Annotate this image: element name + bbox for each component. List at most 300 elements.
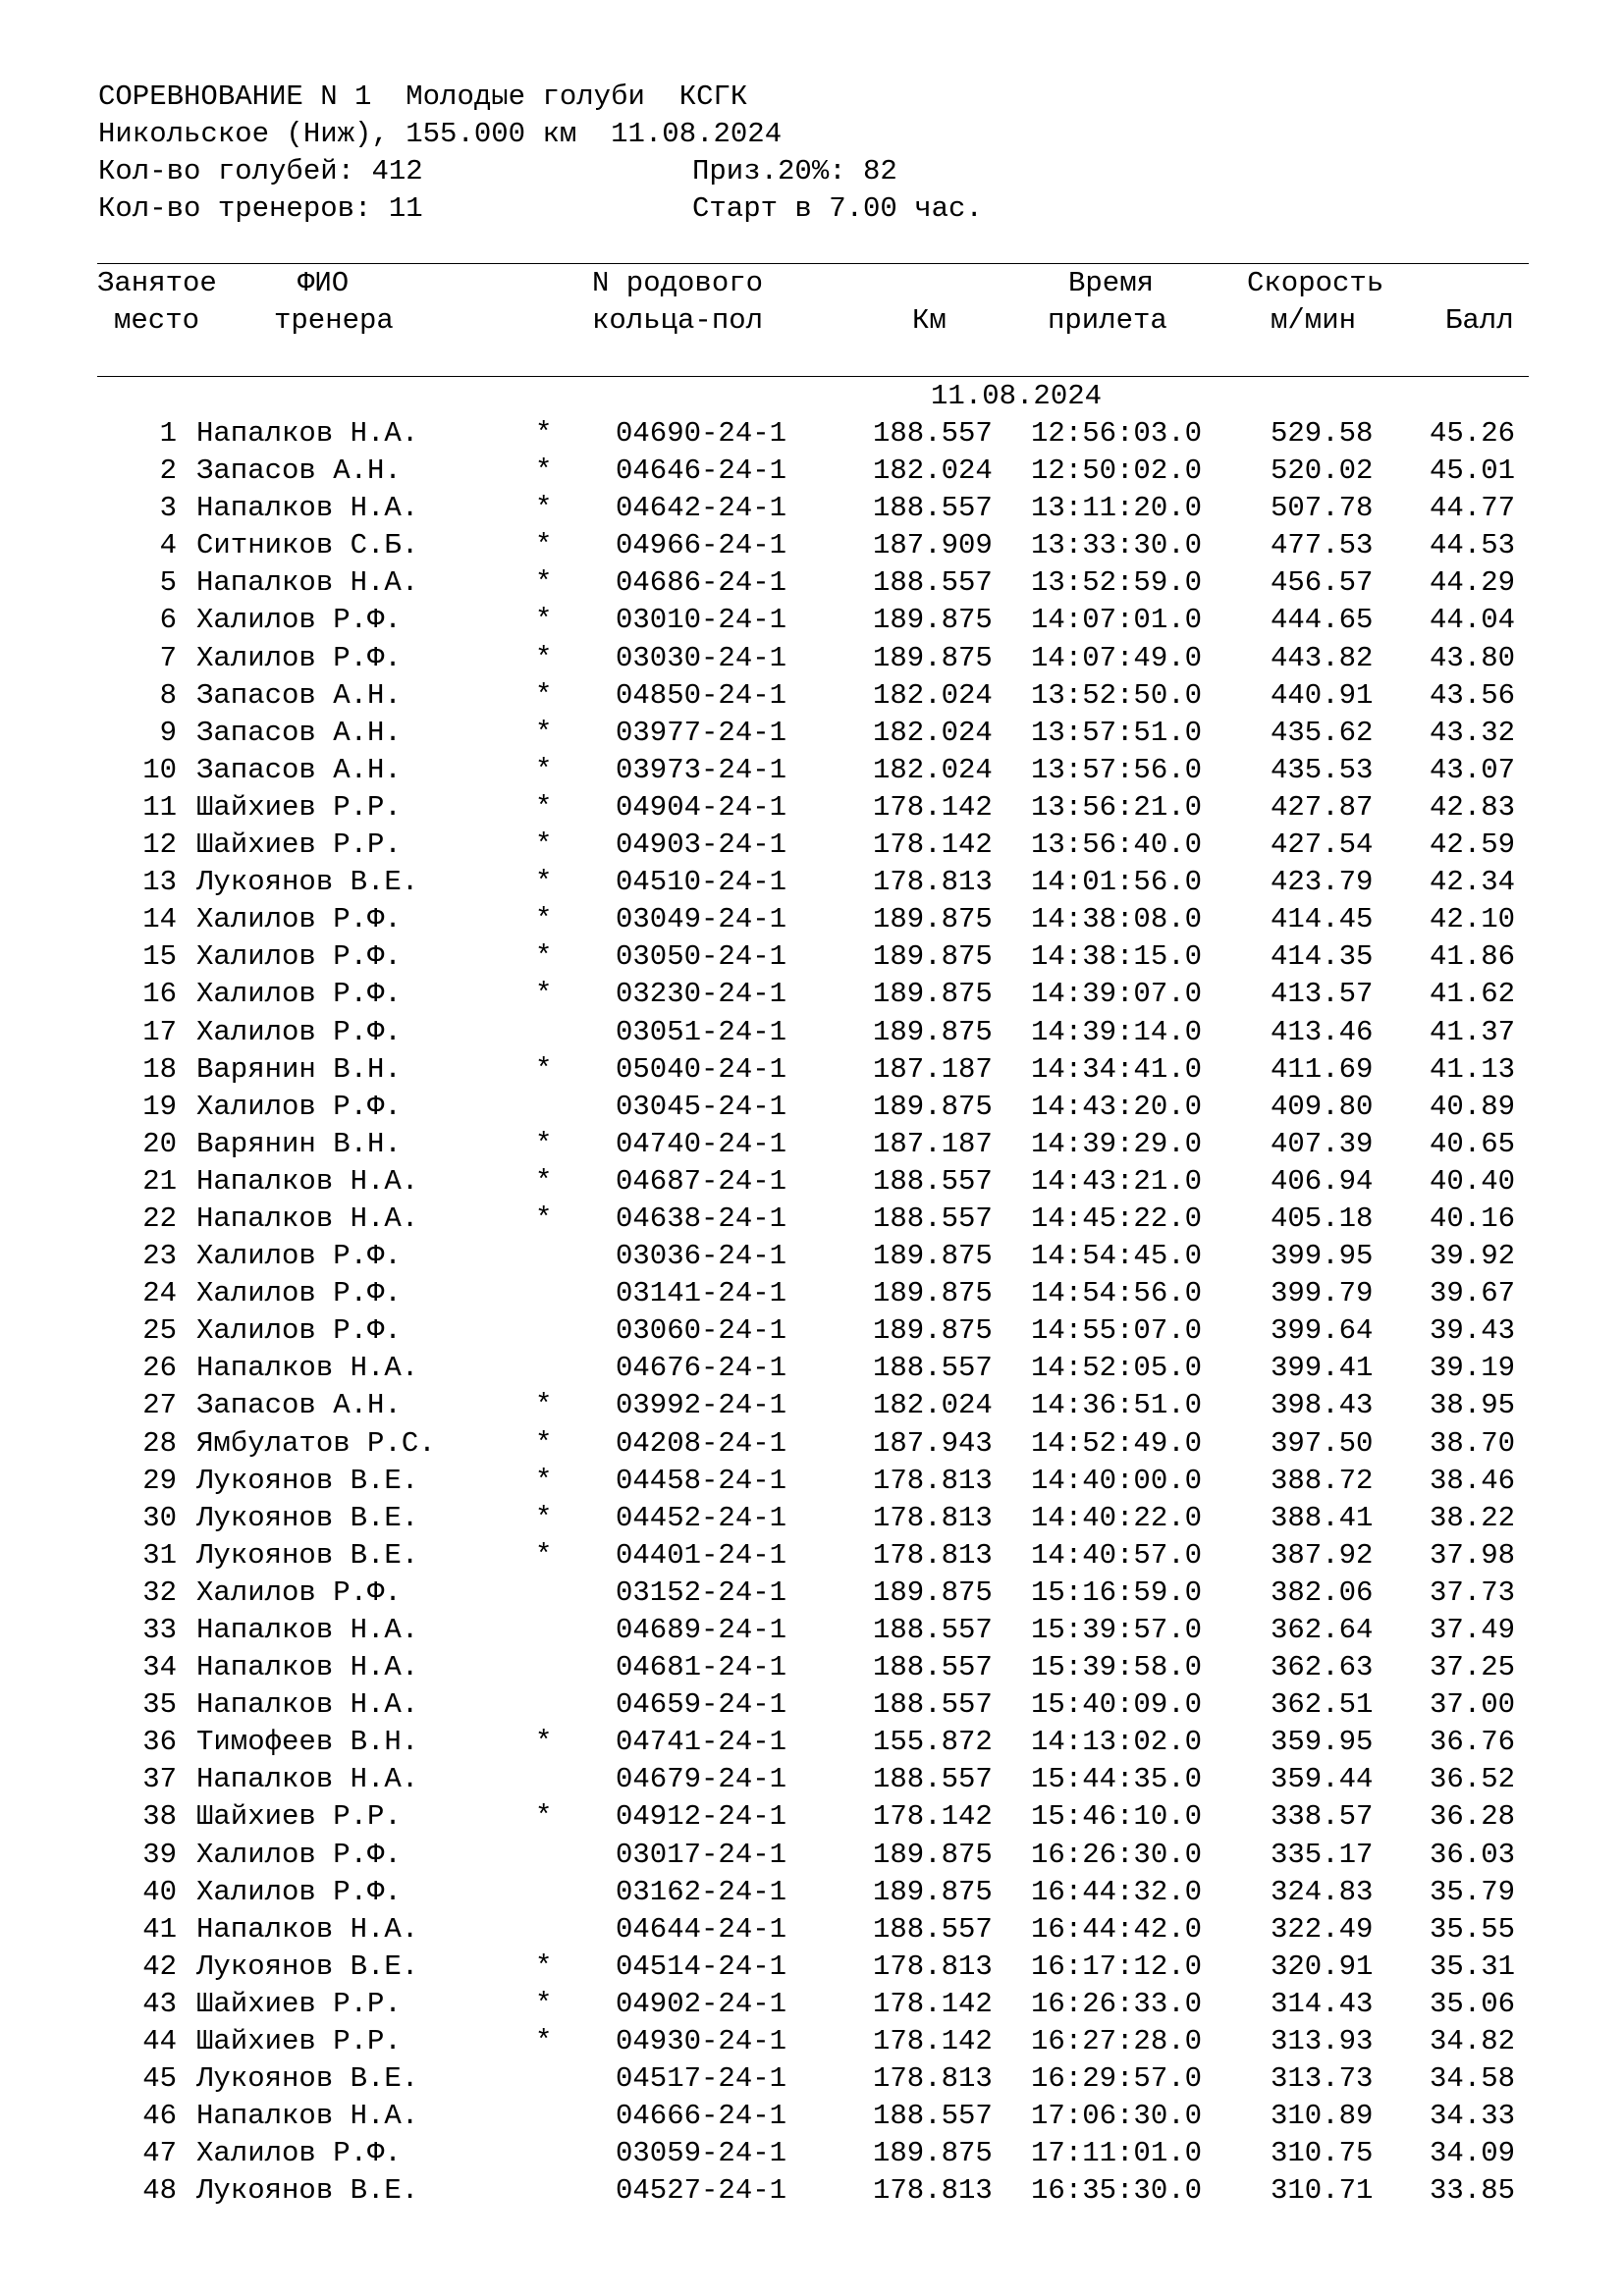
cell-arrival-time: 14:43:20.0: [1031, 1090, 1203, 1123]
col-ring-1: N родового: [592, 267, 764, 299]
cell-arrival-time: 14:13:02.0: [1031, 1726, 1203, 1759]
cell-trainer: Лукоянов В.Е.: [196, 2062, 419, 2096]
cell-place: 47: [142, 2137, 177, 2170]
table-row: [0, 1163, 1624, 1201]
table-row: [0, 1500, 1624, 1537]
cell-distance-km: 178.142: [873, 1800, 993, 1834]
cell-trainer: Халилов Р.Ф.: [196, 1240, 402, 1273]
cell-distance-km: 189.875: [873, 978, 993, 1011]
cell-ring-number: 04904-24-1: [616, 790, 787, 824]
cell-ring-number: 03017-24-1: [616, 1838, 787, 1871]
cell-place: 28: [142, 1426, 177, 1460]
cell-place: 22: [142, 1201, 177, 1235]
cell-speed: 387.92: [1271, 1538, 1374, 1572]
cell-speed: 414.35: [1271, 940, 1374, 974]
cell-ring-number: 04689-24-1: [616, 1614, 787, 1646]
cell-trainer: Напалков Н.А.: [196, 1352, 419, 1385]
cell-star-mark: *: [535, 641, 553, 674]
cell-score: 39.92: [1430, 1240, 1516, 1273]
cell-ring-number: 03049-24-1: [616, 903, 787, 936]
cell-arrival-time: 14:07:01.0: [1031, 604, 1203, 637]
cell-arrival-time: 12:50:02.0: [1031, 454, 1203, 488]
cell-place: 36: [142, 1726, 177, 1759]
col-place-1: Занятое: [97, 267, 217, 299]
cell-distance-km: 189.875: [873, 1314, 993, 1348]
cell-score: 41.86: [1430, 940, 1516, 974]
cell-arrival-time: 14:36:51.0: [1031, 1389, 1203, 1422]
cell-place: 1: [159, 417, 177, 450]
cell-score: 36.03: [1430, 1838, 1516, 1871]
cell-score: 34.09: [1430, 2137, 1516, 2170]
cell-score: 39.43: [1430, 1314, 1516, 1348]
cell-score: 37.73: [1430, 1575, 1516, 1609]
table-row: [0, 2135, 1624, 2172]
cell-place: 13: [142, 866, 177, 899]
cell-place: 20: [142, 1127, 177, 1160]
cell-arrival-time: 14:40:57.0: [1031, 1538, 1203, 1572]
table-row: [0, 2098, 1624, 2135]
cell-star-mark: *: [535, 1949, 553, 1983]
cell-place: 29: [142, 1464, 177, 1497]
cell-distance-km: 189.875: [873, 903, 993, 936]
cell-score: 38.95: [1430, 1389, 1516, 1422]
table-row: [0, 1014, 1624, 1051]
cell-arrival-time: 15:39:57.0: [1031, 1614, 1203, 1646]
cell-distance-km: 178.813: [873, 2174, 993, 2208]
table-row: [0, 677, 1624, 715]
cell-trainer: Ситников С.Б.: [196, 529, 419, 562]
cell-trainer: Варянин В.Н.: [196, 1127, 402, 1160]
table-row: [0, 1575, 1624, 1612]
cell-place: 30: [142, 1501, 177, 1534]
cell-score: 36.28: [1430, 1800, 1516, 1834]
table-row: [0, 1798, 1624, 1836]
cell-distance-km: 189.875: [873, 1838, 993, 1871]
col-ring-2: кольца-пол: [592, 304, 764, 337]
cell-speed: 362.64: [1271, 1614, 1374, 1646]
cell-ring-number: 03141-24-1: [616, 1277, 787, 1310]
table-row: [0, 1537, 1624, 1575]
cell-score: 36.52: [1430, 1763, 1516, 1796]
cell-speed: 359.95: [1271, 1726, 1374, 1759]
cell-score: 44.29: [1430, 566, 1516, 600]
cell-distance-km: 189.875: [873, 1277, 993, 1310]
cell-distance-km: 188.557: [873, 1763, 993, 1796]
cell-speed: 320.91: [1271, 1949, 1374, 1983]
cell-place: 21: [142, 1164, 177, 1198]
cell-place: 26: [142, 1352, 177, 1385]
cell-speed: 529.58: [1271, 417, 1374, 450]
cell-distance-km: 189.875: [873, 1875, 993, 1908]
cell-distance-km: 178.142: [873, 2025, 993, 2058]
cell-speed: 435.62: [1271, 716, 1374, 749]
cell-trainer: Халилов Р.Ф.: [196, 2137, 402, 2170]
cell-speed: 399.95: [1271, 1240, 1374, 1273]
cell-trainer: Шайхиев Р.Р.: [196, 1987, 402, 2020]
cell-score: 42.10: [1430, 903, 1516, 936]
cell-trainer: Лукоянов В.Е.: [196, 1464, 419, 1497]
cell-place: 33: [142, 1614, 177, 1646]
cell-score: 37.25: [1430, 1651, 1516, 1684]
cell-score: 45.01: [1430, 454, 1516, 488]
table-row: [0, 1724, 1624, 1761]
cell-place: 6: [159, 604, 177, 637]
cell-place: 45: [142, 2062, 177, 2096]
cell-ring-number: 04690-24-1: [616, 417, 787, 450]
col-score: Балл: [1445, 304, 1514, 337]
date-group-label: 11.08.2024: [931, 380, 1103, 412]
table-row: [0, 1312, 1624, 1350]
cell-score: 39.19: [1430, 1352, 1516, 1385]
table-row: [0, 2172, 1624, 2210]
cell-star-mark: *: [535, 529, 553, 562]
cell-score: 40.16: [1430, 1201, 1516, 1235]
cell-ring-number: 04741-24-1: [616, 1726, 787, 1759]
cell-arrival-time: 14:38:15.0: [1031, 940, 1203, 974]
cell-distance-km: 188.557: [873, 417, 993, 450]
cell-distance-km: 178.142: [873, 1987, 993, 2020]
col-km: Км: [912, 304, 947, 337]
table-row: [0, 415, 1624, 453]
cell-place: 32: [142, 1575, 177, 1609]
cell-score: 37.00: [1430, 1688, 1516, 1722]
cell-star-mark: *: [535, 1538, 553, 1572]
cell-arrival-time: 16:44:42.0: [1031, 1912, 1203, 1946]
cell-score: 34.58: [1430, 2062, 1516, 2096]
cell-star-mark: *: [535, 903, 553, 936]
cell-trainer: Лукоянов В.Е.: [196, 2174, 419, 2208]
cell-star-mark: *: [535, 866, 553, 899]
cell-trainer: Лукоянов В.Е.: [196, 1501, 419, 1534]
table-row: [0, 1986, 1624, 2023]
cell-speed: 440.91: [1271, 678, 1374, 712]
cell-speed: 388.41: [1271, 1501, 1374, 1534]
table-row: [0, 1126, 1624, 1163]
cell-place: 40: [142, 1875, 177, 1908]
cell-place: 35: [142, 1688, 177, 1722]
cell-arrival-time: 14:01:56.0: [1031, 866, 1203, 899]
cell-score: 40.40: [1430, 1164, 1516, 1198]
cell-speed: 310.71: [1271, 2174, 1374, 2208]
cell-speed: 362.51: [1271, 1688, 1374, 1722]
cell-trainer: Халилов Р.Ф.: [196, 1575, 402, 1609]
cell-distance-km: 189.875: [873, 1090, 993, 1123]
cell-ring-number: 04458-24-1: [616, 1464, 787, 1497]
cell-score: 38.22: [1430, 1501, 1516, 1534]
cell-trainer: Напалков Н.А.: [196, 1651, 419, 1684]
cell-ring-number: 03977-24-1: [616, 716, 787, 749]
table-row: [0, 938, 1624, 976]
cell-score: 44.53: [1430, 529, 1516, 562]
cell-trainer: Халилов Р.Ф.: [196, 1015, 402, 1048]
cell-ring-number: 04912-24-1: [616, 1800, 787, 1834]
cell-score: 36.76: [1430, 1726, 1516, 1759]
table-row: [0, 2023, 1624, 2060]
cell-arrival-time: 13:52:59.0: [1031, 566, 1203, 600]
cell-star-mark: *: [535, 1127, 553, 1160]
cell-arrival-time: 14:38:08.0: [1031, 903, 1203, 936]
cell-arrival-time: 14:07:49.0: [1031, 641, 1203, 674]
cell-arrival-time: 16:44:32.0: [1031, 1875, 1203, 1908]
cell-arrival-time: 14:43:21.0: [1031, 1164, 1203, 1198]
cell-ring-number: 04646-24-1: [616, 454, 787, 488]
cell-trainer: Халилов Р.Ф.: [196, 1277, 402, 1310]
cell-score: 43.56: [1430, 678, 1516, 712]
cell-distance-km: 182.024: [873, 716, 993, 749]
col-name-1: ФИО: [298, 267, 350, 299]
cell-speed: 310.89: [1271, 2100, 1374, 2133]
cell-place: 31: [142, 1538, 177, 1572]
cell-speed: 443.82: [1271, 641, 1374, 674]
cell-star-mark: *: [535, 678, 553, 712]
col-speed-2: м/мин: [1271, 304, 1357, 337]
cell-ring-number: 03010-24-1: [616, 604, 787, 637]
cell-trainer: Запасов А.Н.: [196, 716, 402, 749]
cell-ring-number: 04401-24-1: [616, 1538, 787, 1572]
cell-place: 4: [159, 529, 177, 562]
cell-place: 7: [159, 641, 177, 674]
table-row: [0, 1350, 1624, 1387]
cell-distance-km: 188.557: [873, 2100, 993, 2133]
cell-ring-number: 03030-24-1: [616, 641, 787, 674]
cell-distance-km: 189.875: [873, 2137, 993, 2170]
cell-arrival-time: 17:11:01.0: [1031, 2137, 1203, 2170]
cell-trainer: Халилов Р.Ф.: [196, 903, 402, 936]
cell-speed: 414.45: [1271, 903, 1374, 936]
cell-distance-km: 182.024: [873, 1389, 993, 1422]
cell-arrival-time: 14:39:07.0: [1031, 978, 1203, 1011]
cell-star-mark: *: [535, 1501, 553, 1534]
cell-arrival-time: 17:06:30.0: [1031, 2100, 1203, 2133]
cell-speed: 399.41: [1271, 1352, 1374, 1385]
cell-arrival-time: 15:46:10.0: [1031, 1800, 1203, 1834]
cell-arrival-time: 16:17:12.0: [1031, 1949, 1203, 1983]
cell-star-mark: *: [535, 1726, 553, 1759]
cell-arrival-time: 14:45:22.0: [1031, 1201, 1203, 1235]
cell-score: 41.62: [1430, 978, 1516, 1011]
cell-star-mark: *: [535, 1987, 553, 2020]
cell-place: 18: [142, 1052, 177, 1086]
cell-ring-number: 03230-24-1: [616, 978, 787, 1011]
cell-arrival-time: 15:40:09.0: [1031, 1688, 1203, 1722]
cell-speed: 338.57: [1271, 1800, 1374, 1834]
table-row: [0, 1275, 1624, 1312]
cell-ring-number: 04208-24-1: [616, 1426, 787, 1460]
cell-ring-number: 04527-24-1: [616, 2174, 787, 2208]
cell-arrival-time: 15:16:59.0: [1031, 1575, 1203, 1609]
cell-score: 41.37: [1430, 1015, 1516, 1048]
cell-place: 19: [142, 1090, 177, 1123]
cell-arrival-time: 14:54:56.0: [1031, 1277, 1203, 1310]
cell-ring-number: 03992-24-1: [616, 1389, 787, 1422]
cell-place: 8: [159, 678, 177, 712]
cell-trainer: Халилов Р.Ф.: [196, 1875, 402, 1908]
cell-speed: 335.17: [1271, 1838, 1374, 1871]
col-time-1: Время: [1068, 267, 1155, 299]
cell-trainer: Шайхиев Р.Р.: [196, 828, 402, 862]
cell-distance-km: 187.909: [873, 529, 993, 562]
cell-score: 42.83: [1430, 790, 1516, 824]
cell-trainer: Напалков Н.А.: [196, 1688, 419, 1722]
cell-trainer: Халилов Р.Ф.: [196, 1090, 402, 1123]
cell-place: 38: [142, 1800, 177, 1834]
cell-ring-number: 04510-24-1: [616, 866, 787, 899]
cell-distance-km: 189.875: [873, 1240, 993, 1273]
cell-ring-number: 04517-24-1: [616, 2062, 787, 2096]
cell-score: 37.49: [1430, 1614, 1516, 1646]
table-row: [0, 1612, 1624, 1649]
cell-trainer: Шайхиев Р.Р.: [196, 1800, 402, 1834]
cell-arrival-time: 14:40:00.0: [1031, 1464, 1203, 1497]
table-row: [0, 1463, 1624, 1500]
cell-ring-number: 03973-24-1: [616, 753, 787, 786]
cell-distance-km: 182.024: [873, 454, 993, 488]
cell-star-mark: *: [535, 790, 553, 824]
competition-title: СОРЕВНОВАНИЕ N 1 Молодые голуби КСГК: [98, 80, 748, 113]
table-row: [0, 976, 1624, 1013]
cell-ring-number: 04644-24-1: [616, 1912, 787, 1946]
cell-trainer: Лукоянов В.Е.: [196, 1538, 419, 1572]
cell-score: 37.98: [1430, 1538, 1516, 1572]
cell-speed: 362.63: [1271, 1651, 1374, 1684]
cell-place: 16: [142, 978, 177, 1011]
cell-trainer: Варянин В.Н.: [196, 1052, 402, 1086]
cell-trainer: Шайхиев Р.Р.: [196, 2025, 402, 2058]
cell-score: 35.31: [1430, 1949, 1516, 1983]
cell-speed: 435.53: [1271, 753, 1374, 786]
cell-speed: 409.80: [1271, 1090, 1374, 1123]
cell-speed: 423.79: [1271, 866, 1374, 899]
cell-distance-km: 188.557: [873, 1164, 993, 1198]
cell-place: 15: [142, 940, 177, 974]
cell-trainer: Тимофеев В.Н.: [196, 1726, 419, 1759]
cell-trainer: Напалков Н.А.: [196, 417, 419, 450]
cell-score: 34.33: [1430, 2100, 1516, 2133]
cell-place: 43: [142, 1987, 177, 2020]
cell-arrival-time: 13:57:56.0: [1031, 753, 1203, 786]
cell-speed: 427.54: [1271, 828, 1374, 862]
cell-distance-km: 188.557: [873, 1614, 993, 1646]
cell-distance-km: 187.187: [873, 1127, 993, 1160]
cell-score: 38.46: [1430, 1464, 1516, 1497]
cell-arrival-time: 14:39:29.0: [1031, 1127, 1203, 1160]
cell-speed: 507.78: [1271, 492, 1374, 525]
cell-arrival-time: 14:52:49.0: [1031, 1426, 1203, 1460]
trainer-count: Кол-во тренеров: 11: [98, 192, 423, 225]
cell-star-mark: *: [535, 940, 553, 974]
cell-arrival-time: 16:26:30.0: [1031, 1838, 1203, 1871]
cell-distance-km: 189.875: [873, 940, 993, 974]
cell-ring-number: 04850-24-1: [616, 678, 787, 712]
table-row: [0, 752, 1624, 789]
cell-speed: 477.53: [1271, 529, 1374, 562]
cell-distance-km: 187.943: [873, 1426, 993, 1460]
cell-place: 9: [159, 716, 177, 749]
table-row: [0, 1949, 1624, 1986]
cell-score: 40.89: [1430, 1090, 1516, 1123]
cell-speed: 382.06: [1271, 1575, 1374, 1609]
cell-trainer: Запасов А.Н.: [196, 753, 402, 786]
table-row: [0, 1238, 1624, 1275]
table-row: [0, 715, 1624, 752]
cell-star-mark: *: [535, 1464, 553, 1497]
cell-speed: 314.43: [1271, 1987, 1374, 2020]
cell-star-mark: *: [535, 566, 553, 600]
cell-place: 44: [142, 2025, 177, 2058]
cell-place: 2: [159, 454, 177, 488]
col-speed-1: Скорость: [1247, 267, 1384, 299]
cell-place: 34: [142, 1651, 177, 1684]
table-row: [0, 901, 1624, 938]
cell-star-mark: *: [535, 1201, 553, 1235]
table-row: [0, 1051, 1624, 1089]
cell-place: 3: [159, 492, 177, 525]
cell-distance-km: 189.875: [873, 1575, 993, 1609]
table-row: [0, 1201, 1624, 1238]
release-point-info: Никольское (Ниж), 155.000 км 11.08.2024: [98, 118, 783, 150]
cell-ring-number: 04638-24-1: [616, 1201, 787, 1235]
cell-arrival-time: 14:54:45.0: [1031, 1240, 1203, 1273]
col-name-2: тренера: [274, 304, 394, 337]
cell-distance-km: 188.557: [873, 492, 993, 525]
header-bottom-rule: [97, 376, 1529, 377]
cell-score: 43.07: [1430, 753, 1516, 786]
cell-ring-number: 04903-24-1: [616, 828, 787, 862]
table-row: [0, 827, 1624, 864]
cell-place: 41: [142, 1912, 177, 1946]
cell-distance-km: 155.872: [873, 1726, 993, 1759]
cell-distance-km: 178.813: [873, 1501, 993, 1534]
cell-arrival-time: 12:56:03.0: [1031, 417, 1203, 450]
cell-ring-number: 04666-24-1: [616, 2100, 787, 2133]
cell-ring-number: 03060-24-1: [616, 1314, 787, 1348]
table-row: [0, 1089, 1624, 1126]
cell-score: 34.82: [1430, 2025, 1516, 2058]
cell-speed: 407.39: [1271, 1127, 1374, 1160]
cell-arrival-time: 13:56:21.0: [1031, 790, 1203, 824]
table-row: [0, 1425, 1624, 1463]
cell-arrival-time: 15:39:58.0: [1031, 1651, 1203, 1684]
cell-star-mark: *: [535, 492, 553, 525]
cell-ring-number: 04687-24-1: [616, 1164, 787, 1198]
cell-speed: 322.49: [1271, 1912, 1374, 1946]
cell-score: 35.55: [1430, 1912, 1516, 1946]
cell-trainer: Запасов А.Н.: [196, 454, 402, 488]
cell-arrival-time: 15:44:35.0: [1031, 1763, 1203, 1796]
cell-ring-number: 03051-24-1: [616, 1015, 787, 1048]
cell-score: 44.04: [1430, 604, 1516, 637]
cell-speed: 406.94: [1271, 1164, 1374, 1198]
cell-speed: 399.64: [1271, 1314, 1374, 1348]
table-row: [0, 640, 1624, 677]
cell-star-mark: *: [535, 604, 553, 637]
table-row: [0, 789, 1624, 827]
cell-trainer: Запасов А.Н.: [196, 1389, 402, 1422]
cell-trainer: Напалков Н.А.: [196, 1614, 419, 1646]
cell-trainer: Напалков Н.А.: [196, 1763, 419, 1796]
table-row: [0, 1837, 1624, 1874]
cell-star-mark: *: [535, 1800, 553, 1834]
cell-score: 40.65: [1430, 1127, 1516, 1160]
cell-star-mark: *: [535, 1052, 553, 1086]
cell-star-mark: *: [535, 2025, 553, 2058]
cell-trainer: Шайхиев Р.Р.: [196, 790, 402, 824]
cell-speed: 413.46: [1271, 1015, 1374, 1048]
cell-ring-number: 04686-24-1: [616, 566, 787, 600]
cell-star-mark: *: [535, 1389, 553, 1422]
cell-score: 35.79: [1430, 1875, 1516, 1908]
table-row: [0, 602, 1624, 639]
